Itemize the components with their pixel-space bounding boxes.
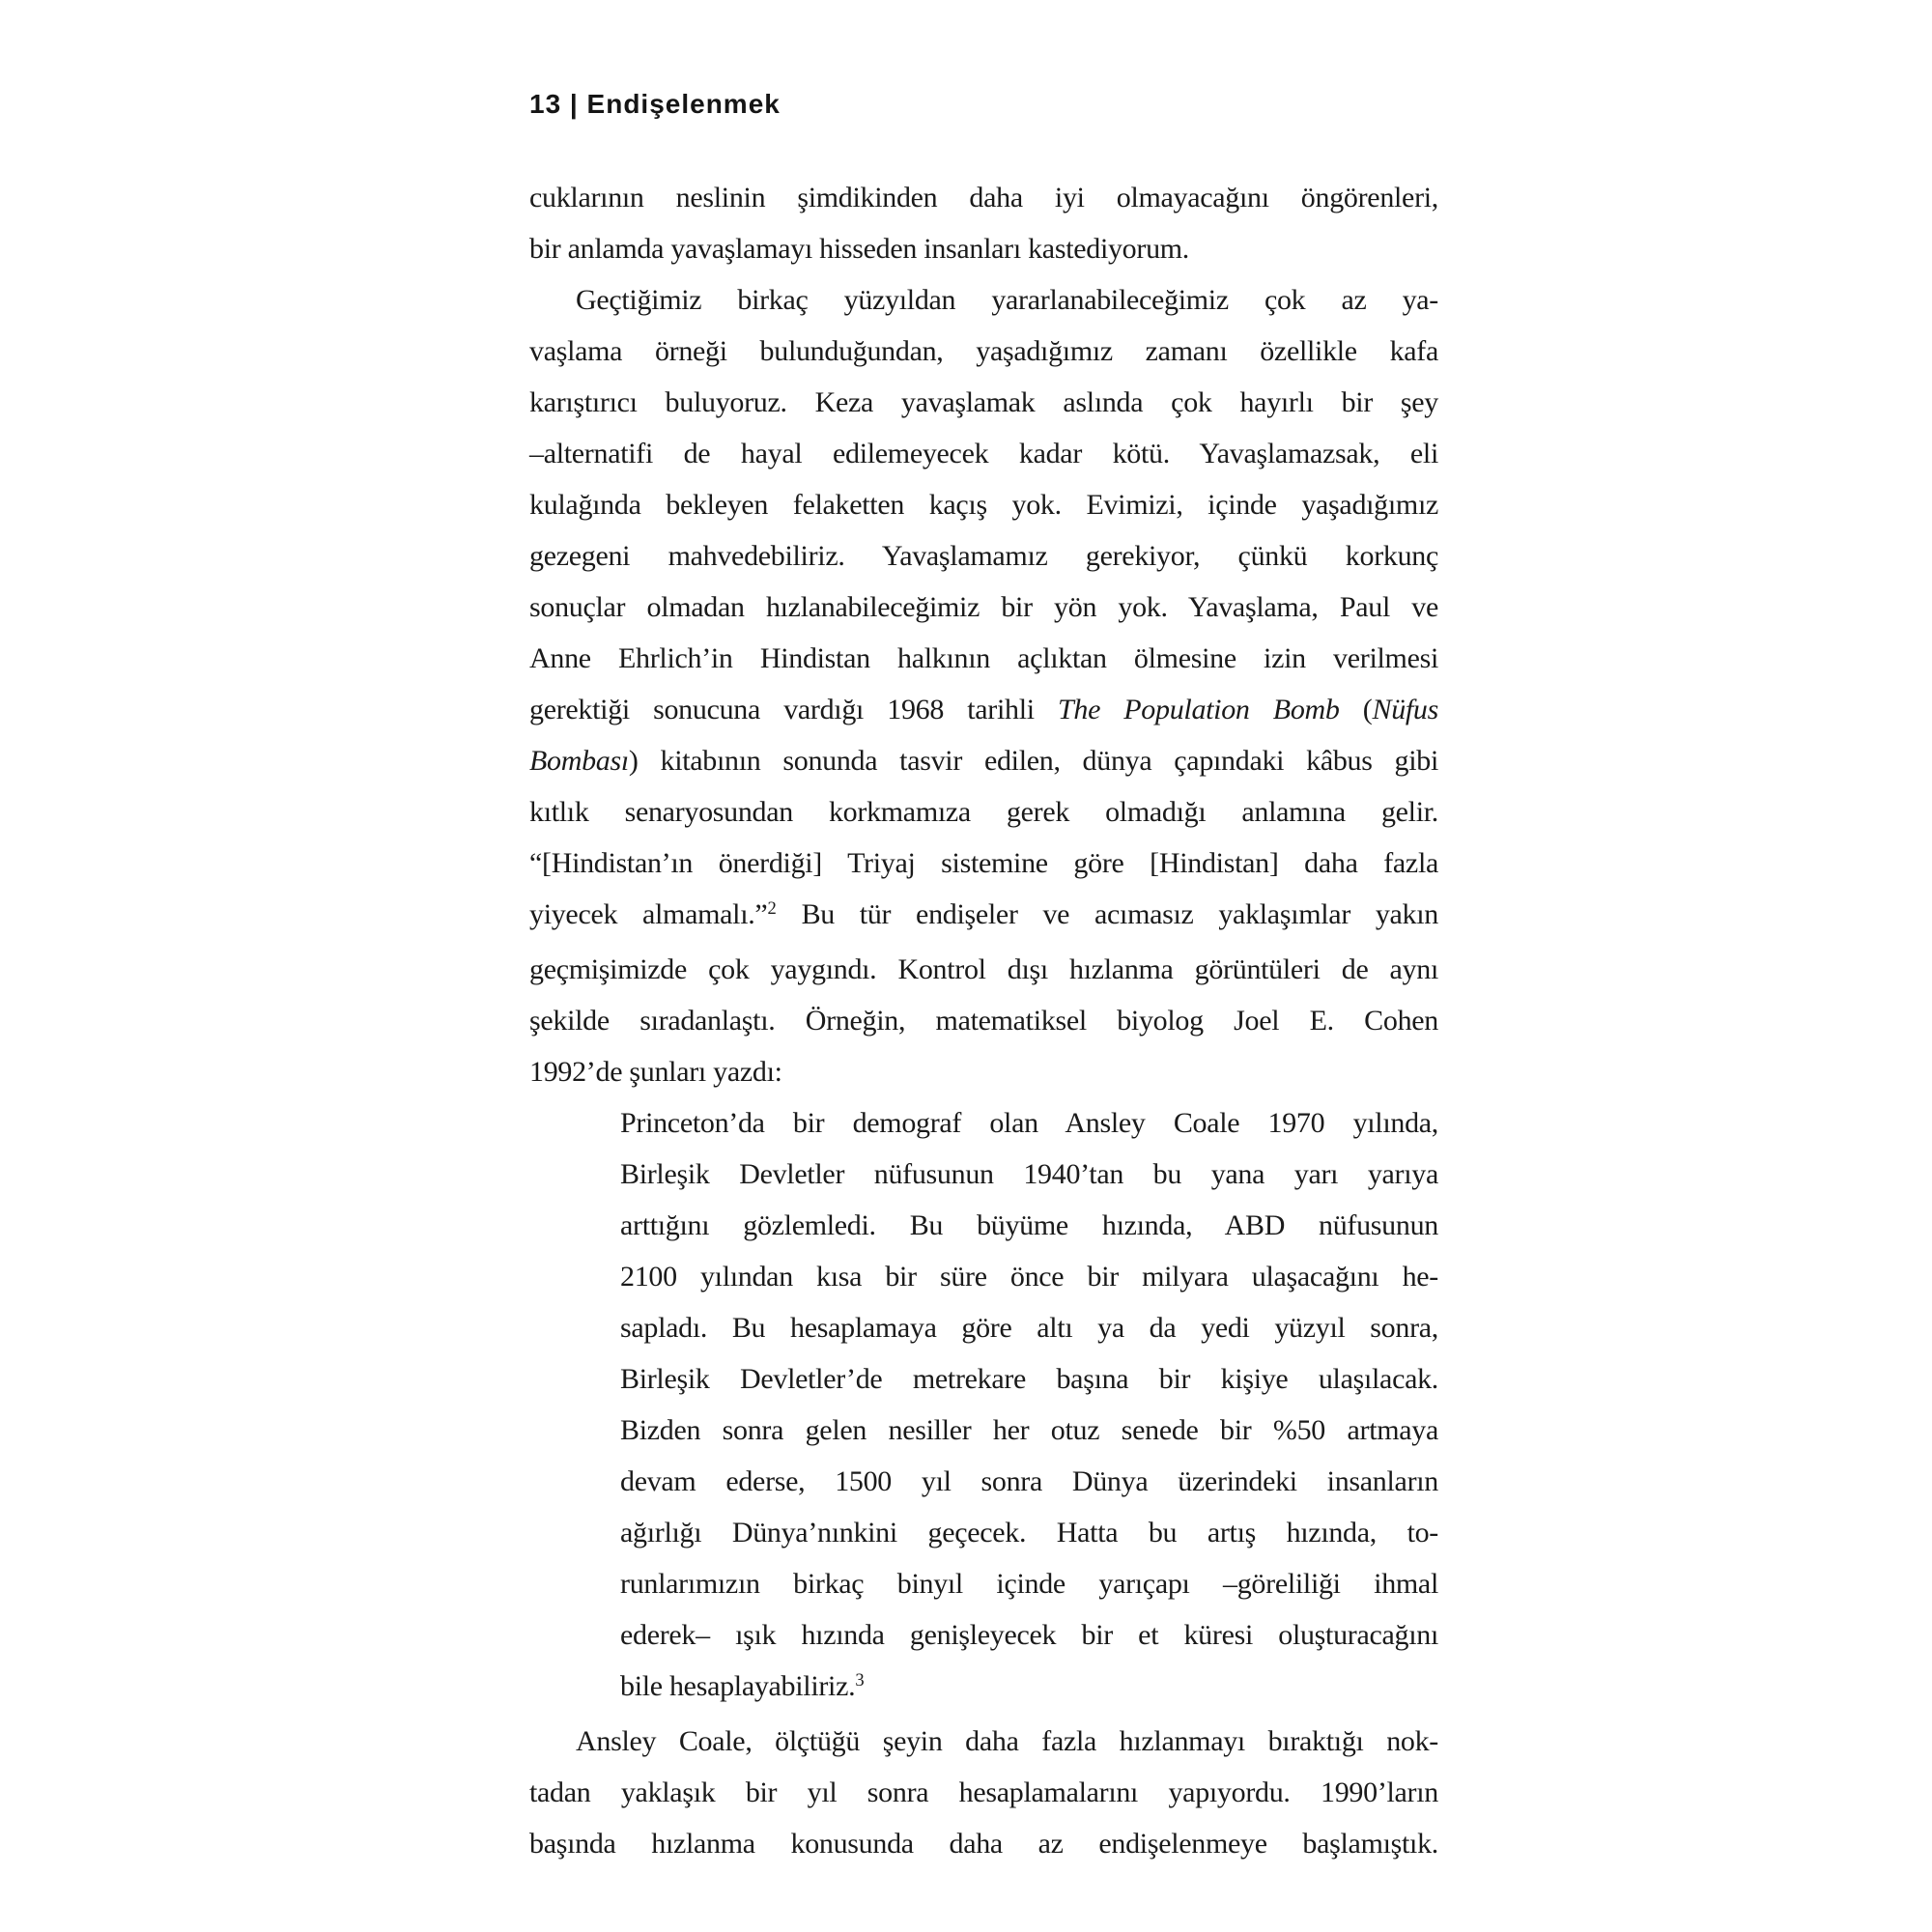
text-line bbox=[620, 1558, 1438, 1609]
text-segment: cuklarının neslinin şimdikinden daha iyi olmayacağını öngörenleri, bbox=[529, 182, 1438, 213]
text-line bbox=[620, 1200, 1438, 1251]
text-segment: bile hesaplayabiliriz. bbox=[620, 1670, 856, 1702]
paragraph-coale bbox=[529, 1716, 1438, 1869]
text-line bbox=[529, 633, 1438, 684]
text-segment: ( bbox=[1339, 694, 1373, 725]
text-segment: gezegeni mahvedebiliriz. Yavaşlamamız gerekiyor, çünkü korkunç bbox=[529, 540, 1438, 572]
text-line bbox=[529, 530, 1438, 582]
text-line bbox=[620, 1097, 1438, 1149]
text-line bbox=[620, 1251, 1438, 1302]
text-line bbox=[529, 479, 1438, 530]
italic-text: Bombası bbox=[529, 745, 629, 777]
text-segment: –alternatifi de hayal edilemeyecek kadar kötü. Yavaşlamazsak, eli bbox=[529, 438, 1438, 469]
text-segment: “[Hindistan’ın önerdiği] Triyaj sistemine göre [Hindistan] daha fazla bbox=[529, 847, 1438, 879]
text-segment: Birleşik Devletler nüfusunun 1940’tan bu yana yarı yarıya bbox=[620, 1158, 1438, 1190]
text-segment: Bu tür endişeler ve acımasız yaklaşımlar yakın bbox=[776, 898, 1438, 930]
text-segment: Princeton’da bir demograf olan Ansley Coale 1970 yılında, bbox=[620, 1107, 1438, 1139]
text-line bbox=[620, 1609, 1438, 1661]
text-line bbox=[529, 995, 1438, 1046]
text-segment: ederek– ışık hızında genişleyecek bir et küresi oluşturacağını bbox=[620, 1619, 1438, 1651]
text-line bbox=[529, 377, 1438, 428]
footnote-marker: 3 bbox=[855, 1669, 865, 1690]
chapter-header: 13 | Endişelenmek bbox=[529, 89, 781, 119]
text-segment: Birleşik Devletler’de metrekare başına bir kişiye ulaşılacak. bbox=[620, 1363, 1438, 1395]
text-segment: gerektiği sonucuna vardığı 1968 tarihli bbox=[529, 694, 1058, 725]
text-line bbox=[529, 735, 1438, 786]
text-segment: Ansley Coale, ölçtüğü şeyin daha fazla hızlanmayı bıraktığı nok- bbox=[576, 1725, 1438, 1757]
text-line bbox=[529, 838, 1438, 889]
paragraph-continuation bbox=[529, 172, 1438, 274]
text-line bbox=[620, 1507, 1438, 1558]
footnote-marker: 2 bbox=[767, 897, 777, 919]
text-line bbox=[529, 944, 1438, 995]
text-line bbox=[620, 1302, 1438, 1353]
text-line bbox=[529, 1716, 1438, 1767]
text-segment: kulağında bekleyen felaketten kaçış yok. Evimizi, içinde yaşadığımız bbox=[529, 489, 1438, 521]
text-segment: devam ederse, 1500 yıl sonra Dünya üzerindeki insanların bbox=[620, 1465, 1438, 1497]
text-line bbox=[620, 1149, 1438, 1200]
text-segment: ) kitabının sonunda tasvir edilen, dünya çapındaki kâbus gibi bbox=[628, 745, 1438, 777]
text-segment: geçmişimizde çok yaygındı. Kontrol dışı hızlanma görüntüleri de aynı bbox=[529, 953, 1438, 985]
text-segment: tadan yaklaşık bir yıl sonra hesaplamalarını yapıyordu. 1990’ların bbox=[529, 1776, 1438, 1808]
paragraph-slowdown bbox=[529, 274, 1438, 1097]
italic-text: Nüfus bbox=[1372, 694, 1439, 725]
text-segment: Anne Ehrlich’in Hindistan halkının açlıktan ölmesine izin verilmesi bbox=[529, 642, 1438, 674]
text-segment: vaşlama örneği bulunduğundan, yaşadığımız zamanı özellikle kafa bbox=[529, 335, 1438, 367]
text-line bbox=[529, 684, 1438, 735]
text-segment: runlarımızın birkaç binyıl içinde yarıçapı –göreliliği ihmal bbox=[620, 1568, 1438, 1600]
text-segment: Bizden sonra gelen nesiller her otuz senede bir %50 artmaya bbox=[620, 1414, 1438, 1446]
text-line bbox=[529, 326, 1438, 377]
text-segment: sapladı. Bu hesaplamaya göre altı ya da yedi yüzyıl sonra, bbox=[620, 1312, 1438, 1344]
text-line bbox=[529, 223, 1438, 274]
text-segment: yiyecek almamalı.” bbox=[529, 898, 768, 930]
text-line bbox=[529, 172, 1438, 223]
text-line bbox=[620, 1405, 1438, 1456]
text-segment: ağırlığı Dünya’nınkini geçecek. Hatta bu artış hızında, to- bbox=[620, 1517, 1438, 1548]
text-segment: başında hızlanma konusunda daha az endişelenmeye başlamıştık. bbox=[529, 1828, 1438, 1860]
text-line bbox=[529, 582, 1438, 633]
text-segment: kıtlık senaryosundan korkmamıza gerek olmadığı anlamına gelir. bbox=[529, 796, 1438, 828]
blockquote-cohen bbox=[620, 1097, 1438, 1716]
italic-text: The Population Bomb bbox=[1058, 694, 1340, 725]
text-line bbox=[529, 428, 1438, 479]
text-segment: bir anlamda yavaşlamayı hisseden insanları kastediyorum. bbox=[529, 233, 1190, 265]
text-segment: 1992’de şunları yazdı: bbox=[529, 1056, 782, 1088]
text-line bbox=[620, 1456, 1438, 1507]
text-line bbox=[529, 1767, 1438, 1818]
text-segment: sonuçlar olmadan hızlanabileceğimiz bir yön yok. Yavaşlama, Paul ve bbox=[529, 591, 1438, 623]
text-line bbox=[529, 274, 1438, 326]
text-segment: Geçtiğimiz birkaç yüzyıldan yararlanabileceğimiz çok az ya- bbox=[576, 284, 1438, 316]
page-body bbox=[529, 172, 1438, 1869]
text-segment: arttığını gözlemledi. Bu büyüme hızında, ABD nüfusunun bbox=[620, 1209, 1438, 1241]
text-line bbox=[529, 786, 1438, 838]
text-segment: 2100 yılından kısa bir süre önce bir milyara ulaşacağını he- bbox=[620, 1261, 1438, 1293]
text-line bbox=[529, 1818, 1438, 1869]
text-line bbox=[620, 1353, 1438, 1405]
text-segment: şekilde sıradanlaştı. Örneğin, matematiksel biyolog Joel E. Cohen bbox=[529, 1005, 1438, 1037]
text-segment: karıştırıcı buluyoruz. Keza yavaşlamak aslında çok hayırlı bir şey bbox=[529, 386, 1438, 418]
text-line bbox=[529, 889, 1438, 944]
text-line bbox=[529, 1046, 1438, 1097]
text-line bbox=[620, 1661, 1438, 1716]
